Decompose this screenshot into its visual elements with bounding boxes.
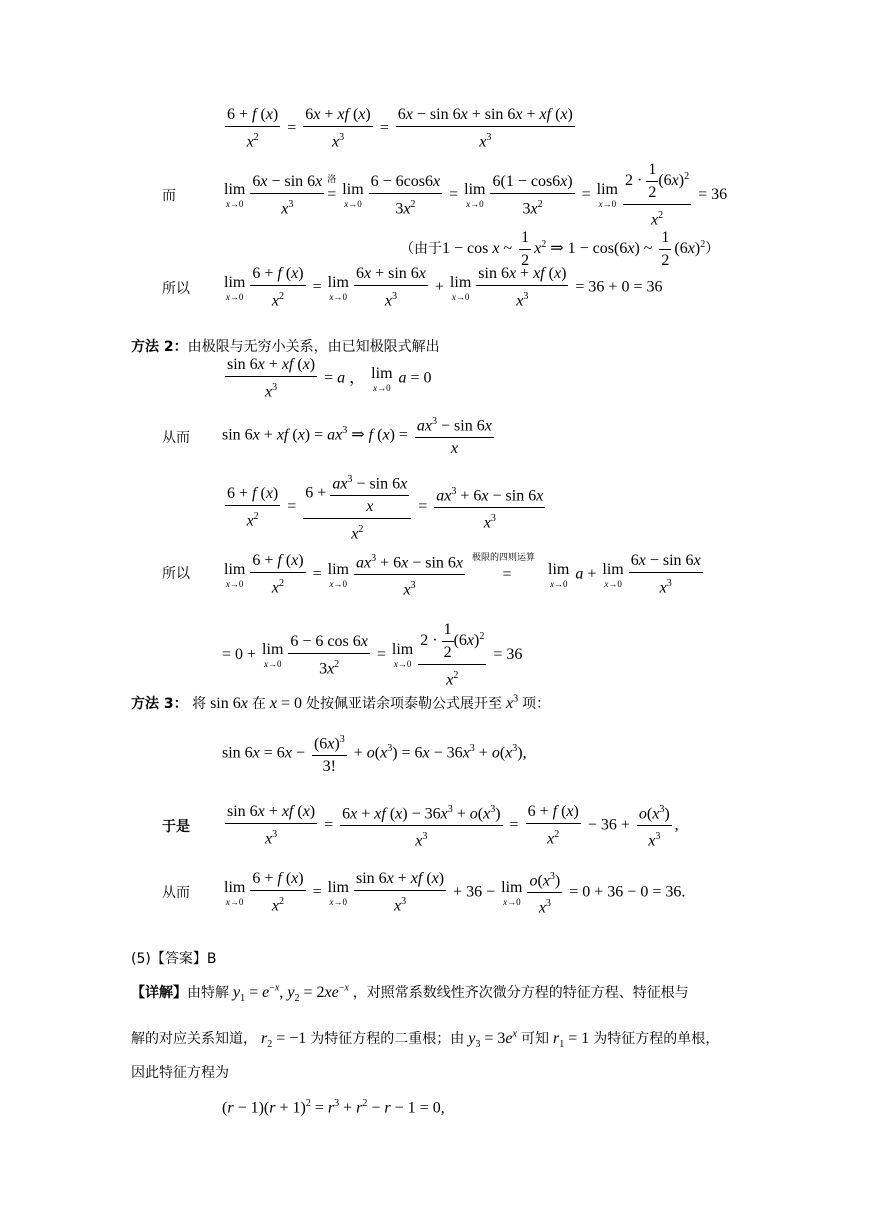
label-congr-1: 从而 — [162, 430, 190, 446]
label-yushi: 于是 — [162, 819, 190, 835]
equation-6: $\frac{6 + f (x)}{x^2}$ = 6 + $\frac{ax^3 - \sin 6x}{x}$ $x^2$ = $\frac{ax^3 + 6x - \sin 6x}{x^3}$ — [222, 470, 548, 545]
method3-label: 方法 3： — [131, 696, 188, 712]
equation-8: = 0 + lim x→0 $\frac{6 - 6 \cos 6x}{3x^2}$ = lim x→0 2 · $\frac{1}{2}$ $(6x)^2$ $x^2$ = 36 — [222, 621, 523, 689]
detail-text-2: ，对照常系数线性齐次微分方程的特征方程、特征根与 — [352, 985, 689, 1001]
equation-5: sin 6x + xf $(x) = ax^3$ ⇒ f (x) = $\frac{ax^3 - \sin 6x}{x}$ — [222, 412, 497, 459]
equation-4: $\frac{\sin 6x + xf (x)}{x^3}$ = a ， lim x→0 a = 0 — [227, 356, 432, 401]
method2-text: 由极限与无穷小关系，由已知极限式解出 — [187, 339, 440, 355]
answer-line: (5)【答案】B — [131, 951, 217, 967]
label-er: 而 — [162, 188, 176, 204]
luo-note: 洛 — [327, 174, 337, 185]
detail-text-3: 解的对应关系知道， — [131, 1031, 257, 1047]
label-suoyi-2: 所以 — [162, 566, 190, 582]
detail-text-1: 由特解 — [187, 985, 229, 1001]
detail-text-5: 可知 — [520, 1031, 549, 1047]
method3-text-c: 处按佩亚诺余项泰勒公式展开至 — [306, 696, 502, 712]
method3-text-a: 将 — [192, 696, 207, 712]
detail-text-4: 为特征方程的二重根；由 — [310, 1031, 465, 1047]
method3-text-d: 项： — [522, 696, 551, 712]
equation-2: lim x→0 $\frac{6x - \sin 6x}{x^3}$ 洛 = lim x→0 $\frac{6 - 6\cos 6x}{3x^2}$ = lim x→0 $\frac{6(1 - \cos 6x)}{3x^2}$ = lim x→0 2 · $\frac{1}{2}$ $(6x)^2$ $x^2$ = 36 — [224, 161, 728, 229]
equation-1: $\frac{6 + f (x)}{x^2}$ = $\frac{6x + xf (x)}{x^3}$ = $\frac{6x - \sin 6x + \sin 6x + xf (x)}{x^3}$ — [227, 106, 573, 151]
detail-text-6: 为特征方程的单根， — [593, 1031, 720, 1047]
detail-line-1: 【详解】由特解 $y_1 = e^{-x}$, $y_2 = 2xe^{-x}$ ，对照常系数线性齐次微分方程的特征方程、特征根与 — [131, 982, 689, 1005]
equation-9: sin 6x = 6x − $\frac{(6x)^3}{3!}$ + $o(x^3) = 6x - 36x^3 + o(x^3)$, — [222, 730, 527, 777]
note-open: （由于 — [400, 241, 442, 258]
detail-line-3: 因此特征方程为 — [131, 1065, 229, 1081]
equation-11: lim x→0 $\frac{6 + f (x)}{x^2}$ = lim x→0 $\frac{\sin 6x + xf (x)}{x^3}$ + 36 − lim x→0 $\frac{o(x^3)}{x^3}$ = 0 + 36 − 0 = 36. — [222, 867, 685, 919]
note-line: （由于1 − cos x ~ $\frac{1}{2}$ $x^2$ ⇒ 1 − cos(6x) ~ $\frac{1}{2}$ $(6x)^2$） — [400, 229, 720, 269]
method3-heading: 方法 3： 将 sin 6x 在 x = 0 处按佩亚诺余项泰勒公式展开至 $x^3$ 项： — [131, 693, 551, 712]
method2-heading — [131, 336, 440, 356]
equation-10: $\frac{\sin 6x + xf (x)}{x^3}$ = $\frac{6x + xf (x) - 36x^3 + o(x^3)}{x^3}$ = $\frac{6 + f (x)}{x^2}$ − 36 + $\frac{o(x^3)}{x^3}$ , — [222, 800, 679, 852]
note-close: ） — [705, 241, 720, 258]
detail-line-2: 解的对应关系知道， $r_2 = -1$ 为特征方程的二重根；由 $y_3 = 3e^x$ 可知 $r_1 = 1$ 为特征方程的单根， — [131, 1028, 720, 1051]
method3-text-b: 在 — [251, 696, 266, 712]
rule-note: 极限的四则运算 — [472, 552, 536, 563]
label-congr-2: 从而 — [162, 885, 190, 901]
label-suoyi-1: 所以 — [162, 281, 190, 297]
equation-12: $(r - 1)(r + 1)^2 = r^3 + r^2 - r - 1 = 0$, — [222, 1098, 445, 1117]
detail-head: 【详解】 — [131, 985, 187, 1001]
method2-label: 方法 2： — [131, 339, 188, 355]
equation-3: lim x→0 $\frac{6 + f (x)}{x^2}$ = lim x→0 $\frac{6x + \sin 6x}{x^3}$ + lim x→0 $\frac{\sin 6x + xf (x)}{x^3}$ = 36 + 0 = 36 — [224, 265, 663, 310]
equation-7: lim x→0 $\frac{6 + f (x)}{x^2}$ = lim x→0 $\frac{ax^3 + 6x - \sin 6x}{x^3}$ 极限的四则运算 = lim x→0 a + lim x→0 $\frac{6x - \sin 6x}{x^3}$ — [222, 549, 706, 601]
